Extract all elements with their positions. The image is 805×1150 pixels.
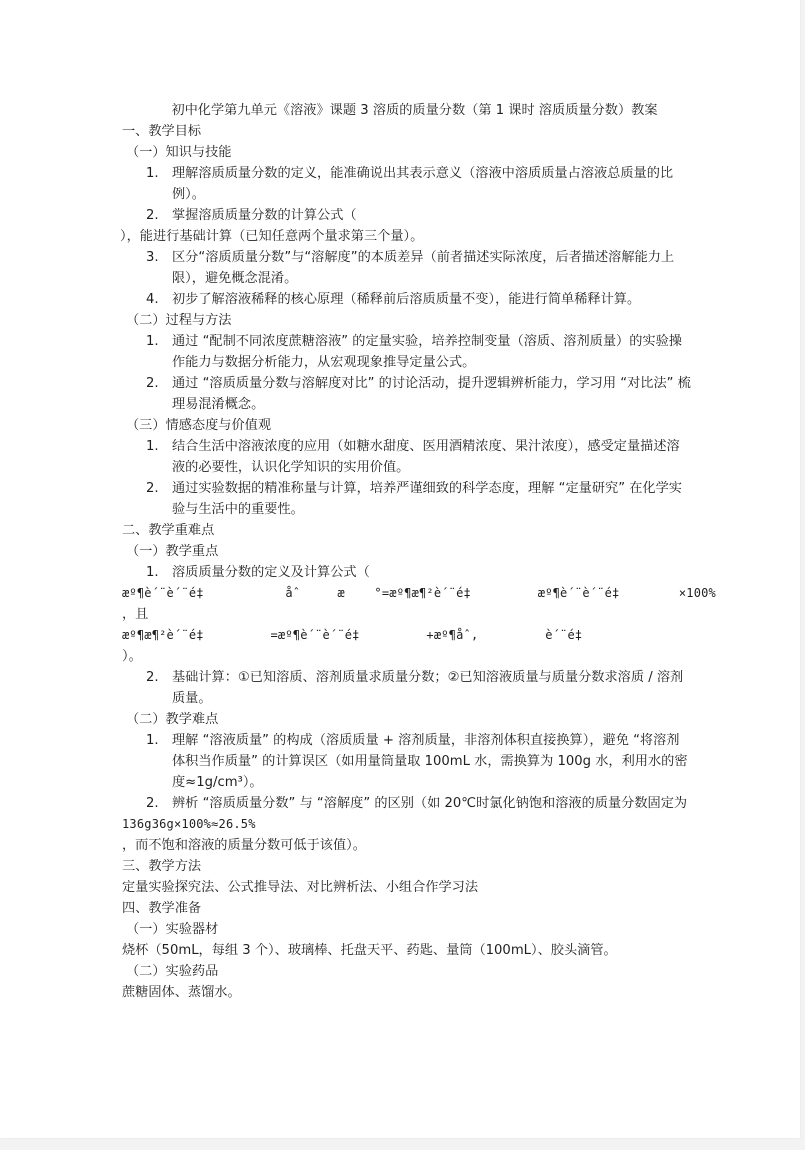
subsection-heading: （一）知识与技能	[126, 145, 232, 160]
paragraph: 烧杯（50mL，每组 3 个）、玻璃棒、托盘天平、药匙、量筒（100mL）、胶头滴管。	[122, 943, 617, 958]
paragraph: ，且	[122, 607, 149, 622]
section-heading: 三、教学方法	[122, 859, 202, 874]
list-item: 2. 通过实验数据的精准称量与计算，培养严谨细致的科学态度，理解 “定量研究” 在化学实验与生活中的重要性。	[146, 481, 682, 517]
formula-line: æº¶è´¨è´¨é‡ åˆ æ °=æº¶æ¶²è´¨é‡ æº¶è´¨è´¨é‡ ×100%	[122, 586, 716, 600]
list-item: 1. 通过 “配制不同浓度蔗糖溶液” 的定量实验，培养控制变量（溶质、溶剂质量）的实验操作能力与数据分析能力，从宏观现象推导定量公式。	[146, 334, 682, 370]
list-item: 2. 通过 “溶质质量分数与溶解度对比” 的讨论活动，提升逻辑辨析能力，学习用 “对比法” 梳理易混淆概念。	[146, 376, 691, 412]
list-item: 1. 理解 “溶液质量” 的构成（溶质质量 + 溶剂质量，非溶剂体积直接换算），避免 “将溶剂体积当作质量” 的计算误区（如用量筒量取 100mL 水，需换算为 100g 水，利用水的密度≈1g/cm³）。	[146, 733, 688, 790]
list-item: 1. 结合生活中溶液浓度的应用（如糖水甜度、医用酒精浓度、果汁浓度），感受定量描述溶液的必要性，认识化学知识的实用价值。	[146, 439, 680, 475]
paragraph: ，而不饱和溶液的质量分数可低于该值）。	[122, 838, 366, 853]
list-item: 4. 初步了解溶液稀释的核心原理（稀释前后溶质质量不变），能进行简单稀释计算。	[146, 292, 641, 307]
section-heading: 四、教学准备	[122, 901, 202, 916]
section-heading: 二、教学重难点	[122, 523, 215, 538]
list-item: 1. 理解溶质质量分数的定义，能准确说出其表示意义（溶液中溶质质量占溶液总质量的比例）。	[146, 166, 674, 202]
subsection-heading: （一）教学重点	[126, 544, 219, 559]
subsection-heading: （三）情感态度与价值观	[126, 418, 272, 433]
list-item: 2. 掌握溶质质量分数的计算公式（	[146, 208, 357, 223]
list-item: 2. 辨析 “溶质质量分数” 与 “溶解度” 的区别（如 20℃时氯化钠饱和溶液的质量分数固定为	[146, 796, 688, 811]
list-item: 2. 基础计算：①已知溶质、溶剂质量求质量分数；②已知溶液质量与质量分数求溶质 / 溶剂质量。	[146, 670, 684, 706]
formula-line: 136g36g×100%≈26.5%	[122, 817, 256, 831]
paragraph: 定量实验探究法、公式推导法、对比辨析法、小组合作学习法	[122, 880, 479, 895]
paragraph: ）。	[122, 649, 142, 664]
document-title: 初中化学第九单元《溶液》课题 3 溶质的质量分数（第 1 课时 溶质质量分数）教案	[171, 103, 658, 118]
document-body	[120, 100, 716, 1003]
list-item: 3. 区分“溶质质量分数”与“溶解度”的本质差异（前者描述实际浓度，后者描述溶解能力上限），避免概念混淆。	[146, 250, 675, 286]
subsection-heading: （二）教学难点	[126, 712, 219, 727]
paragraph: ），能进行基础计算（已知任意两个量求第三个量）。	[120, 229, 424, 244]
subsection-heading: （二）实验药品	[126, 964, 219, 979]
section-heading: 一、教学目标	[122, 124, 202, 139]
formula-line: æº¶æ¶²è´¨é‡ =æº¶è´¨è´¨é‡ +æº¶åˆ‚ è´¨é‡	[122, 628, 583, 642]
list-item: 1. 溶质质量分数的定义及计算公式（	[146, 565, 370, 580]
paragraph: 蔗糖固体、蒸馏水。	[122, 985, 241, 1000]
subsection-heading: （二）过程与方法	[126, 313, 232, 328]
subsection-heading: （一）实验器材	[126, 922, 219, 937]
